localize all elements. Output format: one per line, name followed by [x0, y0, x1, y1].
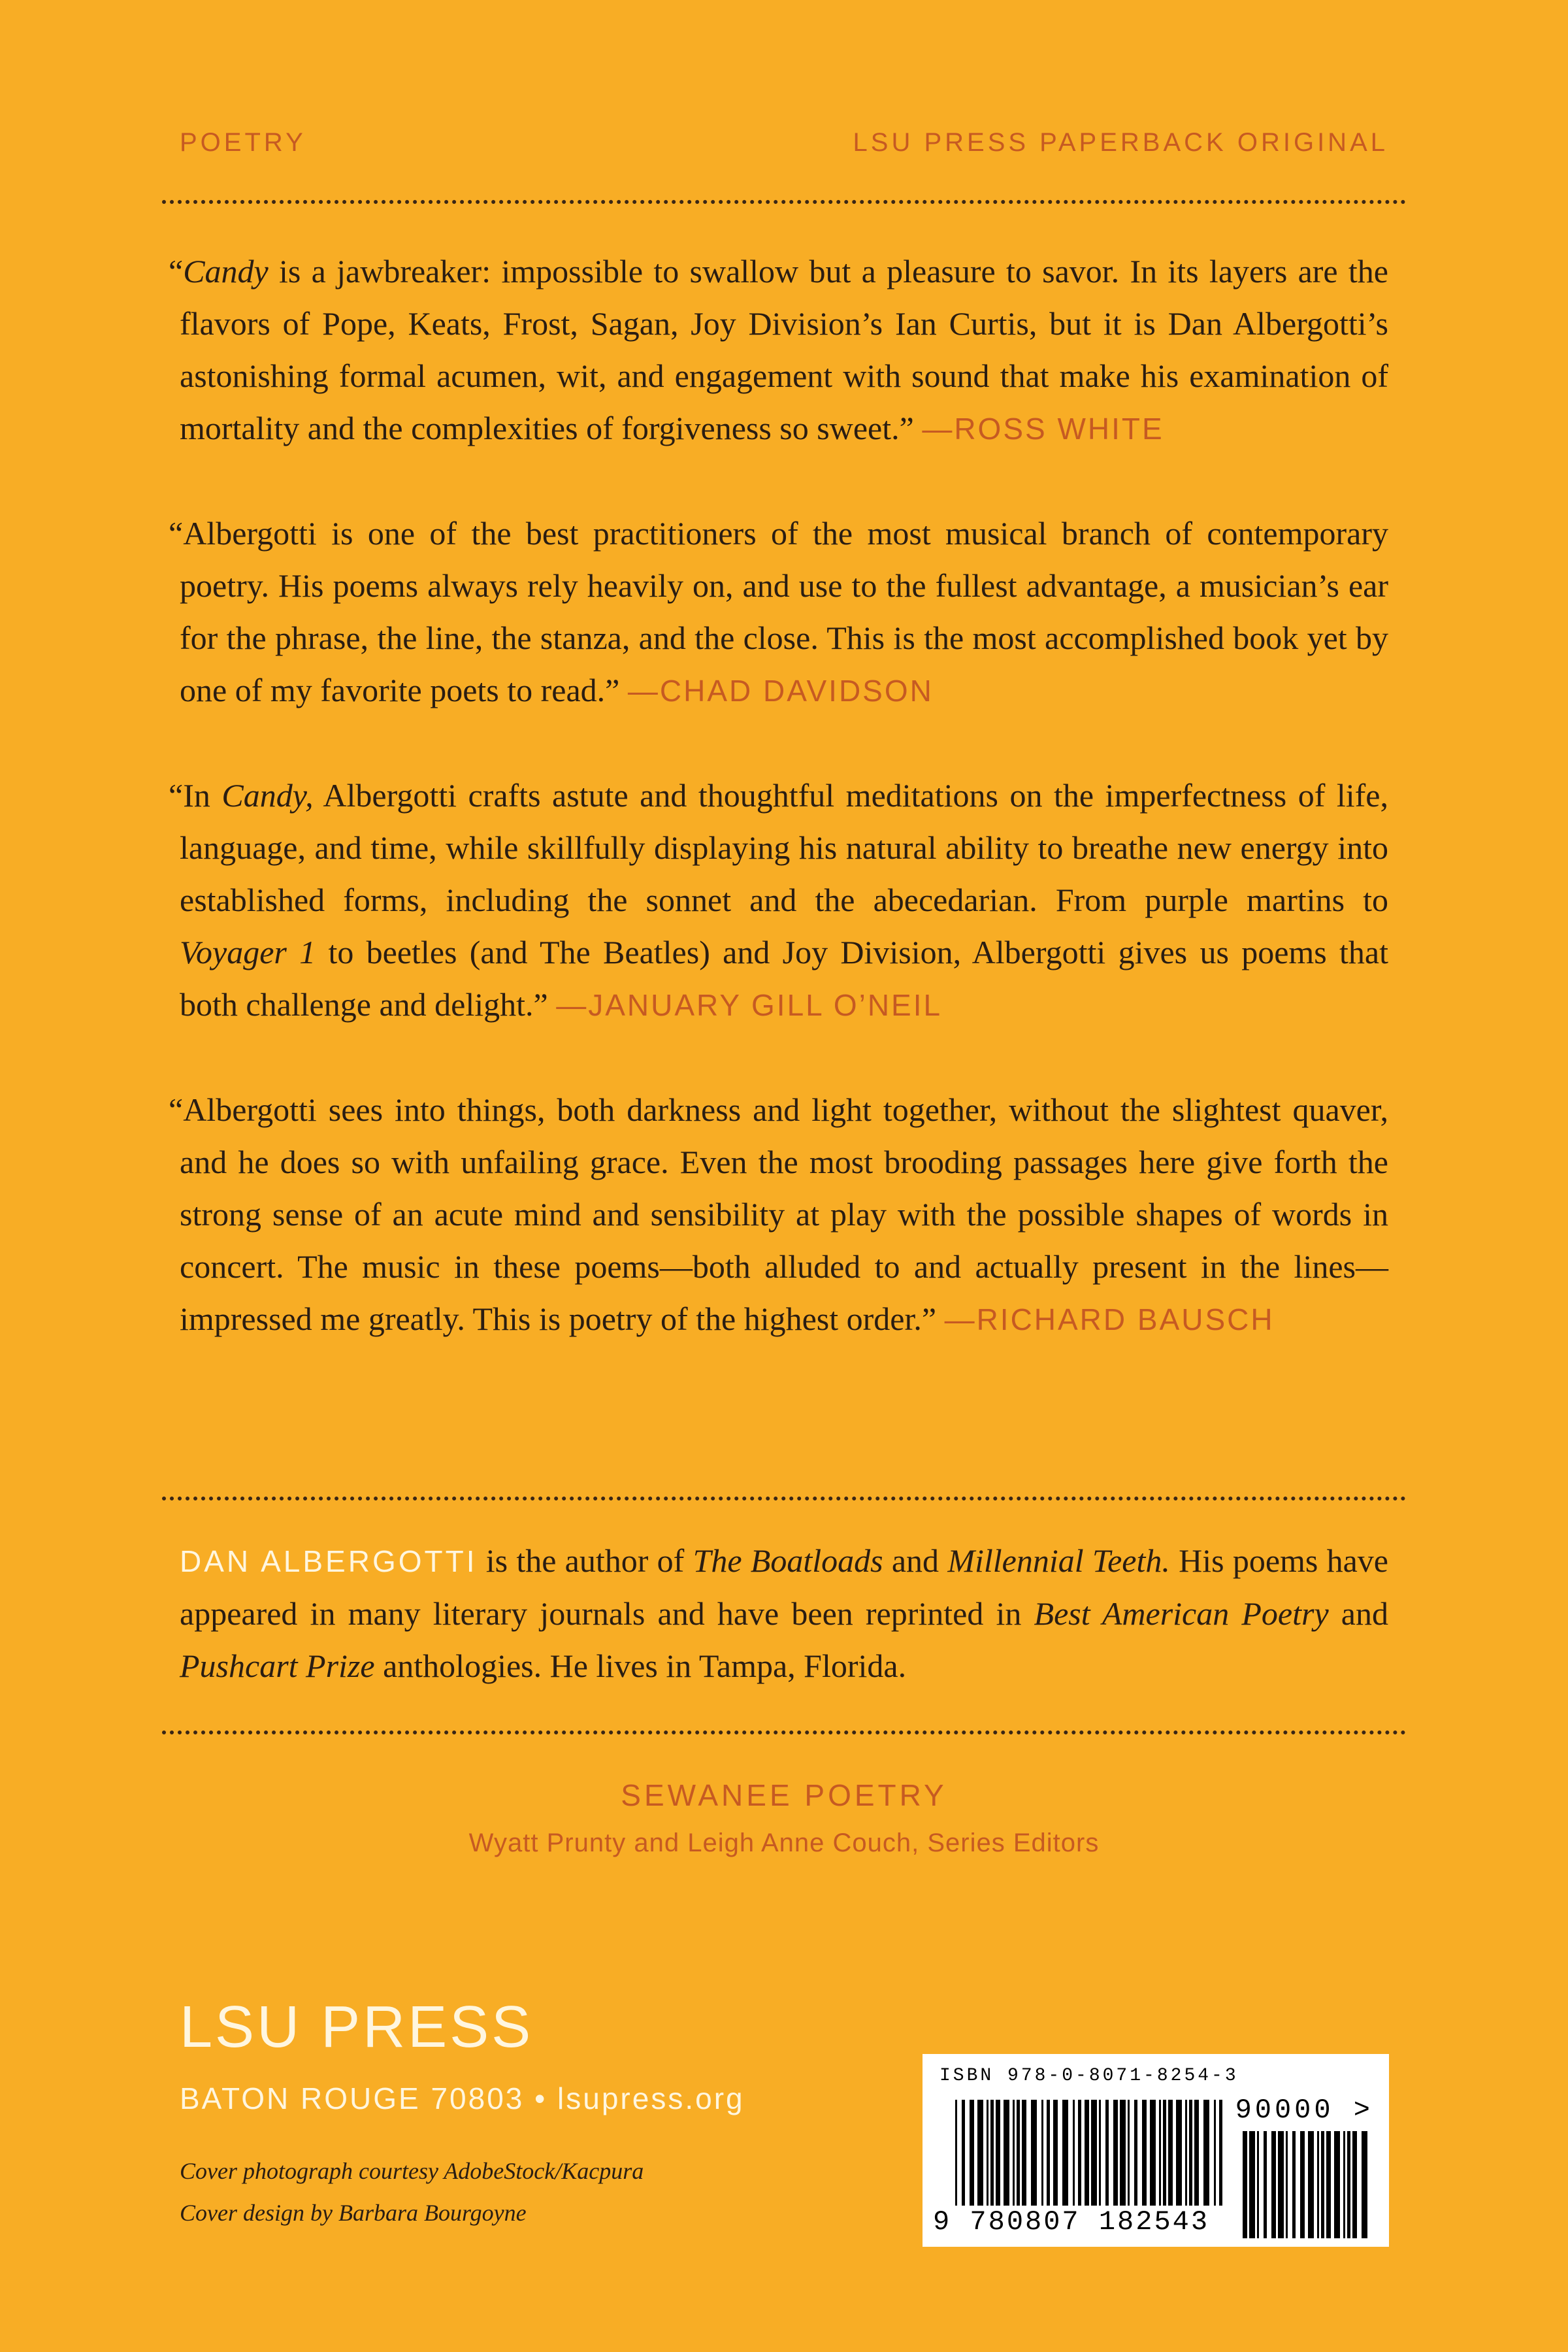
- barcode-bar: [1053, 2100, 1058, 2206]
- series-editors: Wyatt Prunty and Leigh Anne Couch, Series Editors: [468, 1829, 1100, 1857]
- blurb-attribution: —ROSS WHITE: [922, 412, 1164, 446]
- isbn-barcode: [923, 2054, 1389, 2247]
- cover-header: [180, 128, 1388, 157]
- barcode-bar: [1128, 2100, 1130, 2206]
- barcode-bar: [955, 2100, 957, 2206]
- barcode-bar: [977, 2100, 983, 2206]
- barcode-bar: [1142, 2100, 1147, 2206]
- cover-credits: [180, 2150, 644, 2234]
- barcode-bar: [1047, 2100, 1050, 2206]
- barcode-bar: [1219, 2100, 1222, 2206]
- barcode-bar: [1362, 2131, 1367, 2238]
- quote-mark: “: [169, 253, 184, 290]
- publisher-block: [180, 1995, 745, 2116]
- barcode-bar: [1352, 2131, 1357, 2238]
- barcode-bar: [1271, 2131, 1276, 2238]
- bio-text: and: [1328, 1595, 1389, 1632]
- barcode-bar: [1105, 2100, 1109, 2206]
- bio-text: anthologies. He lives in Tampa, Florida.: [374, 1648, 907, 1684]
- barcode-bar: [1134, 2100, 1137, 2206]
- barcode-bar: [1264, 2131, 1267, 2238]
- blurb-text: is a jawbreaker: impossible to swallow but a pleasure to savor. In its layers are the flavors of Pope, Keats, Frost, Sagan, Joy Division’s Ian Curtis, but it is Dan Albergotti’s astonishing formal acumen, wit, and engagement with sound that make his examination of mortality and the complexities of forgiveness so sweet.”: [180, 253, 1388, 446]
- edition-label: LSU PRESS PAPERBACK ORIGINAL: [853, 128, 1388, 157]
- photo-credit: Cover photograph courtesy AdobeStock/Kacpura: [180, 2158, 644, 2184]
- barcode-bar: [1176, 2100, 1182, 2206]
- barcode-bar: [1286, 2131, 1288, 2238]
- blurb-text: “In: [169, 777, 222, 814]
- category-label: POETRY: [180, 128, 306, 157]
- barcode-bar: [1257, 2131, 1259, 2238]
- barcode-bar: [1334, 2131, 1340, 2238]
- blurb-attribution: —RICHARD BAUSCH: [944, 1302, 1275, 1336]
- barcode-bar: [1062, 2100, 1068, 2206]
- bio-text: is the author of: [477, 1542, 693, 1579]
- barcode-bar: [1041, 2100, 1043, 2206]
- author-name: DAN ALBERGOTTI: [180, 1544, 478, 1578]
- design-credit: Cover design by Barbara Bourgoyne: [180, 2200, 527, 2226]
- barcode-addon-digits: 90000 >: [1235, 2095, 1373, 2126]
- barcode-bar: [1022, 2100, 1026, 2206]
- barcode-bar: [1203, 2100, 1209, 2206]
- barcode-bar: [1004, 2100, 1009, 2206]
- barcode-bar: [1243, 2131, 1247, 2238]
- series-title: SEWANEE POETRY: [621, 1778, 947, 1812]
- barcode-bar: [970, 2100, 974, 2206]
- publisher-address: BATON ROUGE 70803 • lsupress.org: [180, 2081, 745, 2115]
- bio-text: and: [883, 1542, 948, 1579]
- barcode-bar: [1168, 2100, 1173, 2206]
- barcode-bar: [1214, 2100, 1216, 2206]
- barcode-bar: [1073, 2100, 1075, 2206]
- publisher-name: LSU PRESS: [180, 1995, 534, 2060]
- dotted-divider: [162, 1497, 1406, 1500]
- barcode-bar: [1194, 2100, 1199, 2206]
- dotted-divider: [162, 200, 1406, 204]
- barcode-bar: [987, 2100, 988, 2206]
- isbn-label: ISBN 978-0-8071-8254-3: [939, 2066, 1239, 2086]
- barcode-bar: [1120, 2100, 1126, 2206]
- barcode-bar: [996, 2100, 1000, 2206]
- barcode-bar: [1078, 2100, 1081, 2206]
- barcode-bar: [1091, 2100, 1097, 2206]
- blurbs-section: [169, 245, 1389, 1398]
- barcode-bar: [1249, 2131, 1255, 2238]
- barcode-bar: [1099, 2100, 1101, 2206]
- barcode-bar: [1113, 2100, 1118, 2206]
- blurb-ross-white: [169, 245, 1388, 455]
- anthology-title: Best American Poetry: [1034, 1595, 1329, 1632]
- barcode-bar: [990, 2100, 994, 2206]
- barcode-bar: [1185, 2100, 1187, 2206]
- barcode-bar: [1347, 2131, 1350, 2238]
- barcode-bar: [1163, 2100, 1166, 2206]
- barcode-ean-digits: 9 780807 182543: [933, 2206, 1210, 2238]
- barcode-bar: [1278, 2131, 1284, 2238]
- blurb-text: to beetles (and The Beatles) and Joy Division, Albergotti gives us poems that both challenge and delight.”: [180, 934, 1389, 1023]
- anthology-title: Pushcart Prize: [180, 1648, 375, 1684]
- book-title: Candy: [183, 253, 269, 290]
- blurb-text: “Albergotti is one of the best practitioners of the most musical branch of contemporary poetry. His poems always rely heavily on, and use to the fullest advantage, a musician’s ear for the phrase, the line, the stanza, and the close. This is the most accomplished book yet by one of my favorite poets to read.”: [169, 515, 1388, 708]
- barcode-bar: [1085, 2100, 1089, 2206]
- barcode-bar: [962, 2100, 965, 2206]
- dotted-divider: [162, 1731, 1406, 1734]
- barcode-bar: [1317, 2131, 1319, 2238]
- bio-text: His poems have appeared in many literary journals and have been reprinted in: [180, 1542, 1388, 1632]
- book-title: Millennial Teeth.: [947, 1542, 1170, 1579]
- barcode-bar: [1150, 2100, 1156, 2206]
- barcode-bar: [1031, 2100, 1037, 2206]
- blurb-january-gill-oneil: [169, 769, 1389, 1031]
- barcode-bar: [1017, 2100, 1020, 2206]
- book-title: Candy,: [221, 777, 314, 814]
- voyager-title: Voyager 1: [180, 934, 316, 970]
- blurb-richard-bausch: [169, 1084, 1388, 1346]
- barcode-bar: [1308, 2131, 1314, 2238]
- barcode-bar: [1292, 2131, 1296, 2238]
- blurb-attribution: —CHAD DAVIDSON: [627, 674, 934, 708]
- barcode-bar: [1189, 2100, 1192, 2206]
- barcode-bar: [1321, 2131, 1324, 2238]
- blurb-chad-davidson: [169, 507, 1388, 717]
- blurb-text: Albergotti crafts astute and thoughtful meditations on the imperfectness of life, language, and time, while skillfully displaying his natural ability to breathe new energy into established forms, including the sonnet and the abecedarian. From purple martins to: [180, 777, 1388, 918]
- blurb-attribution: —JANUARY GILL O’NEIL: [556, 988, 943, 1022]
- book-title: The Boatloads: [693, 1542, 883, 1579]
- barcode-bar: [1013, 2100, 1015, 2206]
- author-bio: [180, 1534, 1388, 1692]
- barcode-bar: [1326, 2131, 1331, 2238]
- barcode-bar: [1300, 2131, 1305, 2238]
- barcode-bar: [1343, 2131, 1345, 2238]
- barcode-bar: [1159, 2100, 1161, 2206]
- blurb-text: “Albergotti sees into things, both darkness and light together, without the slightest quaver, and he does so with unfailing grace. Even the most brooding passages here give forth the strong sense of an acute mind and sensibility at play with the possible shapes of words in concert. The music in these poems—both alluded to and actually present in the lines—impressed me greatly. This is poetry of the highest order.”: [169, 1091, 1388, 1337]
- series-block: [0, 1778, 1568, 1858]
